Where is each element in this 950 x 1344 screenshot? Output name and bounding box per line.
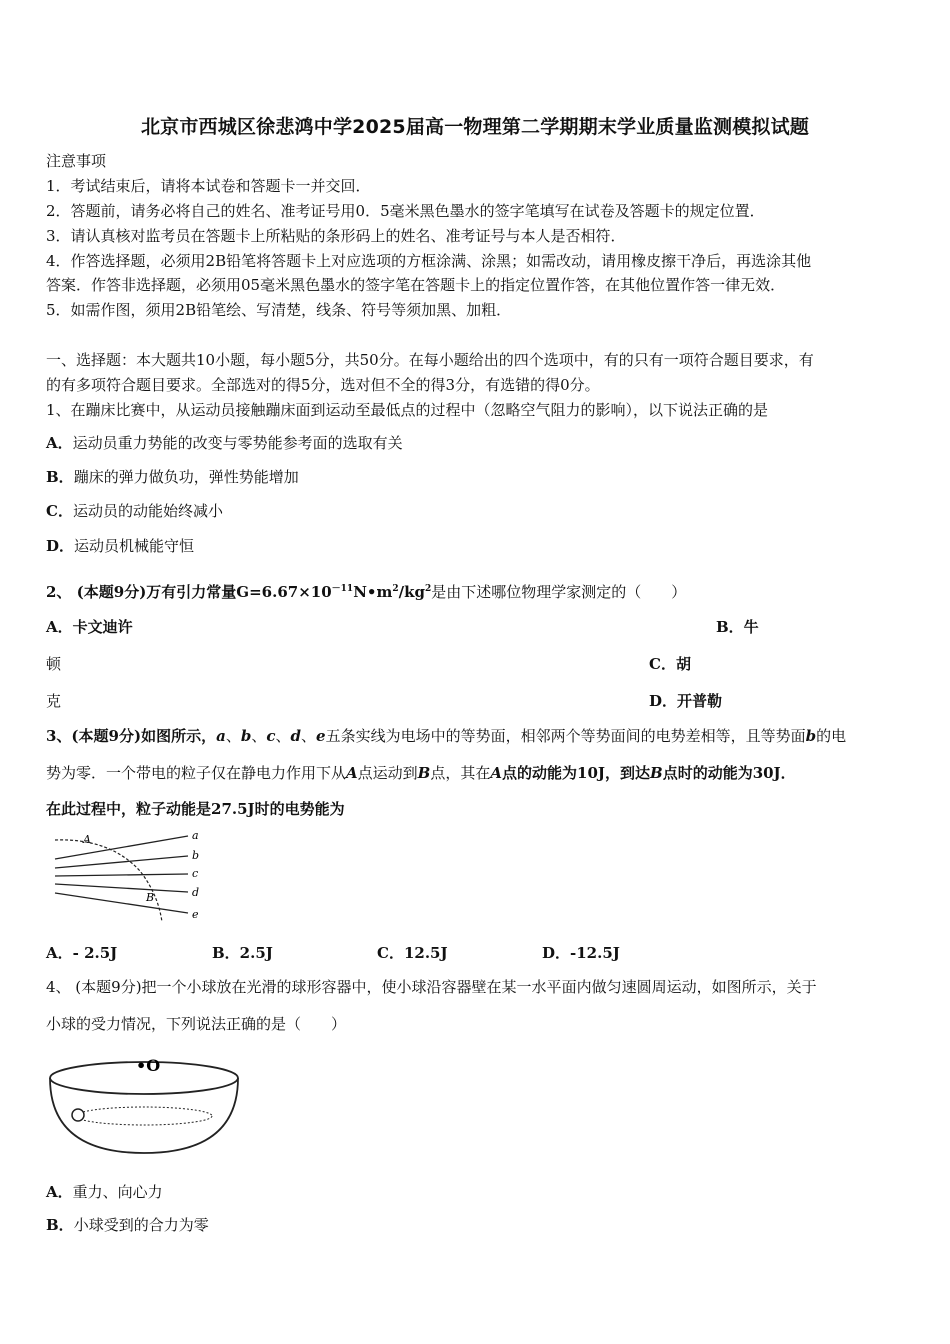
q2-exponent: －11 — [331, 584, 354, 594]
q1-option-a — [46, 432, 403, 454]
q2-option-b: B．牛 — [716, 618, 759, 636]
q3-line-3: 在此过程中，粒子动能是27.5J时的电势能为 — [46, 800, 345, 818]
q2-option-b-cont: 顿 — [46, 655, 62, 673]
q3-point-b-1: B — [417, 764, 431, 782]
q2-unit: N•m — [353, 583, 393, 601]
q4-option-a-text: 重力、向心力 — [72, 1183, 163, 1201]
q1-stem: 1、在蹦床比赛中，从运动员接触蹦床面到运动至最低点的过程中（忽略空气阻力的影响），以下说法正确的是 — [46, 401, 769, 419]
q1-option-b-letter: B． — [46, 468, 74, 486]
figure-label-a: a — [192, 829, 199, 842]
q3-line-1 — [46, 725, 846, 747]
q2-unit2-exp: 2 — [425, 584, 432, 594]
q2-stem — [46, 581, 686, 603]
q3-line2-mid1: 点运动到 — [357, 764, 418, 782]
q3-line2-pre: 势为零．一个带电的粒子仅在静电力作用下从 — [46, 764, 347, 782]
q3-sep-1: 、 — [225, 727, 241, 745]
circular-path — [76, 1107, 212, 1125]
bowl-figure — [44, 1048, 244, 1160]
q3-line1-mid: 五条实线为电场中的等势面，相邻两个等势面间的电势差相等，且等势面 — [325, 727, 806, 745]
q4-option-a — [46, 1181, 163, 1203]
q1-option-d — [46, 535, 194, 557]
figure-label-d: d — [192, 886, 200, 899]
q1-option-b-text: 蹦床的弹力做负功，弹性势能增加 — [73, 468, 299, 486]
q2-stem-suffix: 是由下述哪位物理学家测定的（ ） — [431, 583, 687, 601]
bowl-center-label: •O — [136, 1056, 161, 1075]
q3-point-b-2: B — [650, 764, 663, 782]
figure-label-e: e — [192, 908, 199, 921]
q1-option-c-text: 运动员的动能始终减小 — [72, 502, 223, 520]
q1-option-a-text: 运动员重力势能的改变与零势能参考面的选取有关 — [72, 434, 403, 452]
q1-option-d-letter: D． — [46, 537, 75, 555]
equipotential-line-b — [55, 856, 188, 868]
q3-line-2 — [46, 762, 796, 784]
q2-option-a: A．卡文迪许 — [46, 618, 133, 636]
equipotential-line-e — [55, 893, 188, 913]
figure-label-b: b — [192, 849, 200, 862]
q3-option-c: C．12.5J — [377, 944, 448, 962]
q3-label-c: c — [266, 727, 276, 745]
figure-point-b: B — [146, 891, 155, 904]
notice-item-2: 2．答题前，请务必将自己的姓名、准考证号用0．5毫米黑色墨水的签字笔填写在试卷及答题卡的规定位置． — [46, 202, 765, 220]
q1-option-c — [46, 500, 223, 522]
q3-line1-post: 的电 — [816, 727, 847, 745]
particle-trajectory — [55, 840, 162, 922]
notice-item-1: 1．考试结束后，请将本试卷和答题卡一并交回． — [46, 177, 371, 195]
q3-sep-3: 、 — [275, 727, 291, 745]
q2-unit2: /kg — [398, 583, 425, 601]
q3-label-b: b — [240, 727, 252, 745]
q2-option-c-cont: 克 — [46, 692, 62, 710]
q4-option-b-text: 小球受到的合力为零 — [73, 1216, 209, 1234]
figure-label-c: c — [192, 867, 199, 880]
notice-item-5: 5．如需作图，须用2B铅笔绘、写清楚，线条、符号等须加黑、加粗． — [46, 301, 512, 319]
q4-option-b-letter: B． — [46, 1216, 74, 1234]
q1-option-d-text: 运动员机械能守恒 — [74, 537, 195, 555]
equipotential-figure — [50, 826, 210, 926]
q4-option-a-letter: A． — [46, 1183, 73, 1201]
exam-title: 北京市西城区徐悲鸿中学2025届高一物理第二学期期末学业质量监测模拟试题 — [140, 116, 810, 138]
equipotential-line-c — [55, 874, 188, 876]
q2-option-c: C．胡 — [649, 655, 691, 673]
figure-point-a: A — [83, 833, 91, 846]
q3-label-e: e — [316, 727, 326, 745]
q3-point-a-1: A — [346, 764, 358, 782]
q3-line2-mid2: 点，其在 — [430, 764, 491, 782]
section-line-2: 的有多项符合题目要求。全部选对的得5分，选对但不全的得3分，有选错的得0分。 — [46, 376, 600, 394]
q4-option-b — [46, 1214, 209, 1236]
notice-heading: 注意事项 — [46, 152, 107, 170]
q1-option-a-letter: A． — [46, 434, 73, 452]
q4-line-1: 4、 (本题9分)把一个小球放在光滑的球形容器中，使小球沿容器壁在某一水平面内做匀速圆周运动，如图所示，关于 — [46, 978, 817, 996]
q3-line2-post: 点时的动能为30J． — [662, 764, 796, 782]
notice-item-3: 3．请认真核对监考员在答题卡上所粘贴的条形码上的姓名、准考证号与本人是否相符． — [46, 227, 626, 245]
q1-option-b — [46, 466, 299, 488]
q2-stem-prefix: 2、 (本题9分)万有引力常量G=6.67×10 — [46, 583, 332, 601]
q3-sep-4: 、 — [301, 727, 317, 745]
q3-point-a-2: A — [490, 764, 503, 782]
q2-option-d: D．开普勒 — [649, 692, 723, 710]
equipotential-line-a — [55, 836, 188, 859]
q3-label-d: d — [290, 727, 301, 745]
q3-line1-b: b — [805, 727, 817, 745]
q2-unit-exp: 2 — [392, 584, 399, 594]
equipotential-line-d — [55, 884, 188, 892]
q3-line2-mid3: 点的动能为10J，到达 — [502, 764, 650, 782]
small-ball — [72, 1109, 84, 1121]
q1-option-c-letter: C． — [46, 502, 73, 520]
q3-option-a: A．- 2.5J — [46, 944, 118, 962]
q3-line1-pre: 3、(本题9分)如图所示， — [46, 727, 217, 745]
q3-option-d: D．-12.5J — [542, 944, 620, 962]
q3-sep-2: 、 — [251, 727, 267, 745]
q3-label-a: a — [216, 727, 226, 745]
section-line-1: 一、选择题：本大题共10小题，每小题5分，共50分。在每小题给出的四个选项中，有的只有一项符合题目要求，有 — [46, 351, 814, 369]
q4-line-2: 小球的受力情况，下列说法正确的是（ ） — [46, 1015, 347, 1033]
notice-item-4: 4．作答选择题，必须用2B铅笔将答题卡上对应选项的方框涂满、涂黑；如需改动，请用橡皮擦干净后，再选涂其他 — [46, 252, 812, 270]
notice-item-4-cont: 答案．作答非选择题，必须用05毫米黑色墨水的签字笔在答题卡上的指定位置作答，在其他位置作答一律无效． — [46, 276, 786, 294]
q3-option-b: B．2.5J — [212, 944, 273, 962]
